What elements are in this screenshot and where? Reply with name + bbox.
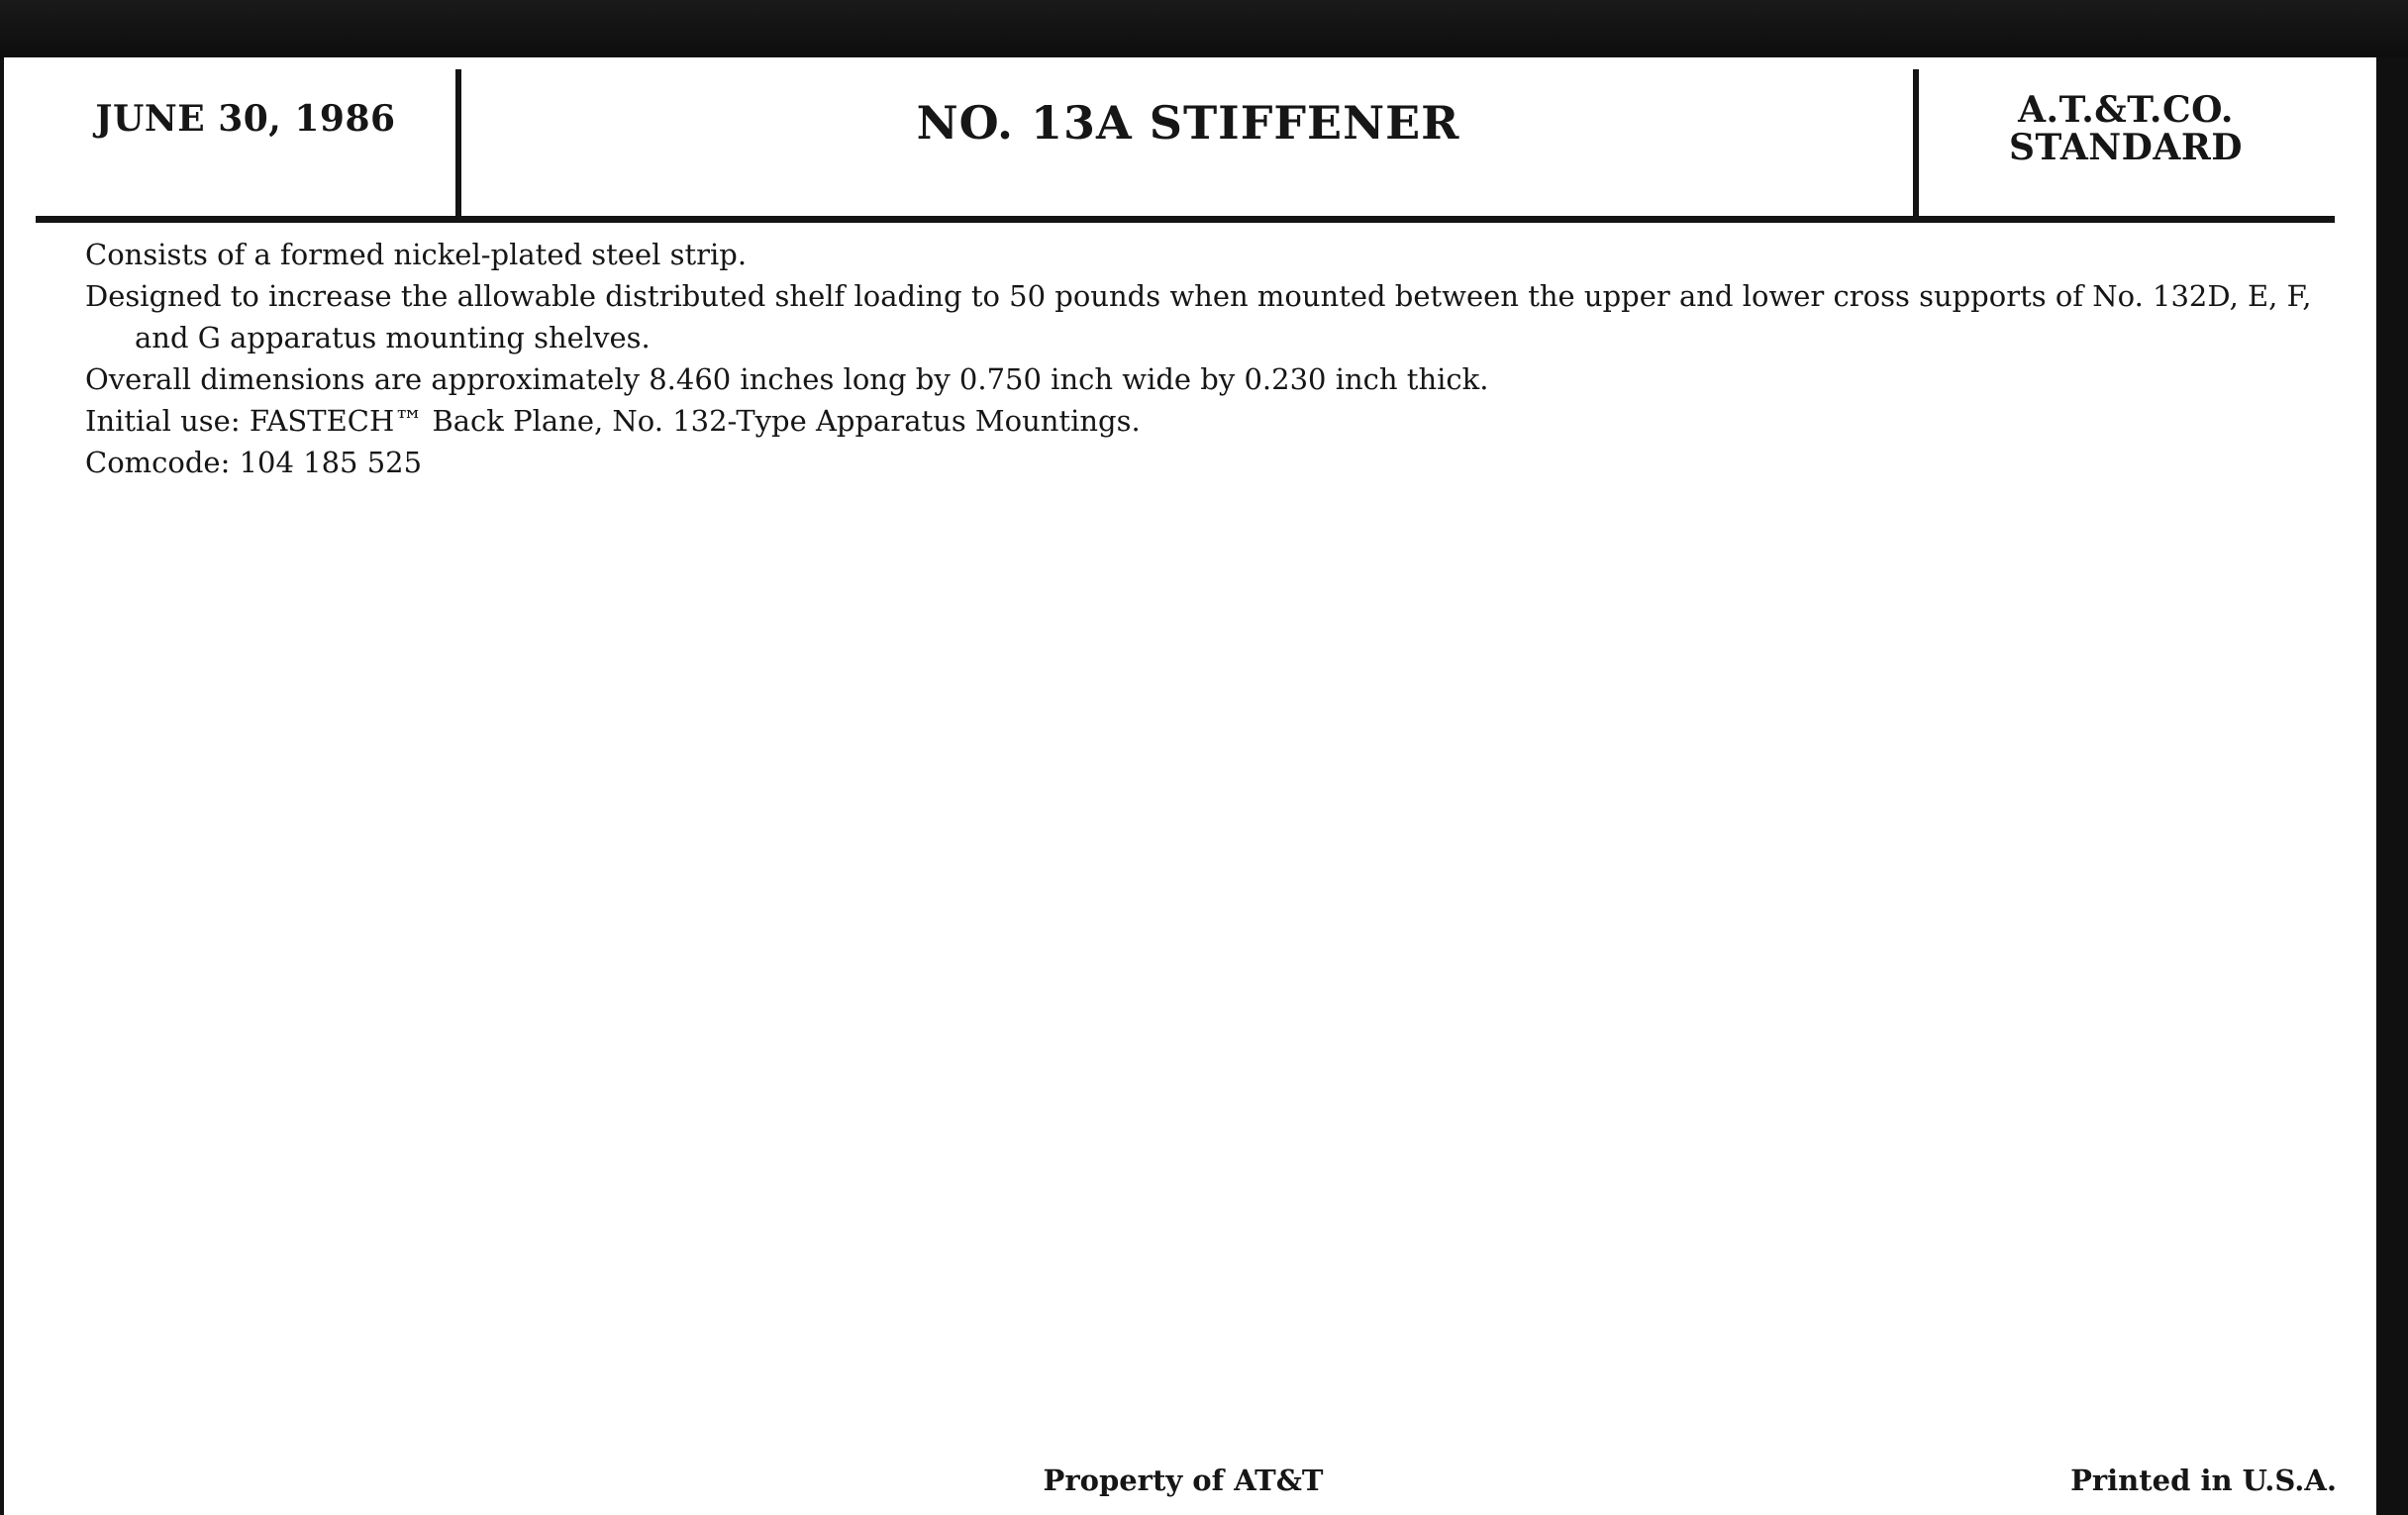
header-rule: [36, 216, 2335, 223]
footer-printed: Printed in U.S.A.: [2070, 1464, 2337, 1497]
standard-label-line1: A.T.&T.CO.: [2018, 89, 2234, 131]
header-divider-right: [1913, 69, 1919, 220]
paragraph-initial-use: Initial use: FASTECH™ Back Plane, No. 132-Type Apparatus Mountings.: [85, 404, 1141, 438]
footer-property: Property of AT&T: [1043, 1464, 1324, 1497]
page-title: NO. 13A STIFFENER: [916, 96, 1460, 150]
paragraph-composition: Consists of a formed nickel-plated steel strip.: [85, 238, 748, 271]
paragraph-comcode: Comcode: 104 185 525: [85, 446, 423, 479]
issue-date: JUNE 30, 1986: [95, 98, 396, 140]
description-body: [85, 234, 2313, 483]
scan-background-top: [0, 0, 2408, 59]
paragraph-dimensions: Overall dimensions are approximately 8.460 inches long by 0.750 inch wide by 0.230 inch thick.: [85, 362, 1489, 396]
paragraph-purpose: Designed to increase the allowable distributed shelf loading to 50 pounds when mounted between the upper and lower cross supports of No. 132D, E, F, and G apparatus mounting shelves.: [85, 279, 2312, 354]
scan-background-right: [2376, 57, 2408, 1515]
standard-label: [1921, 91, 2331, 166]
standard-label-line2: STANDARD: [2009, 127, 2243, 168]
